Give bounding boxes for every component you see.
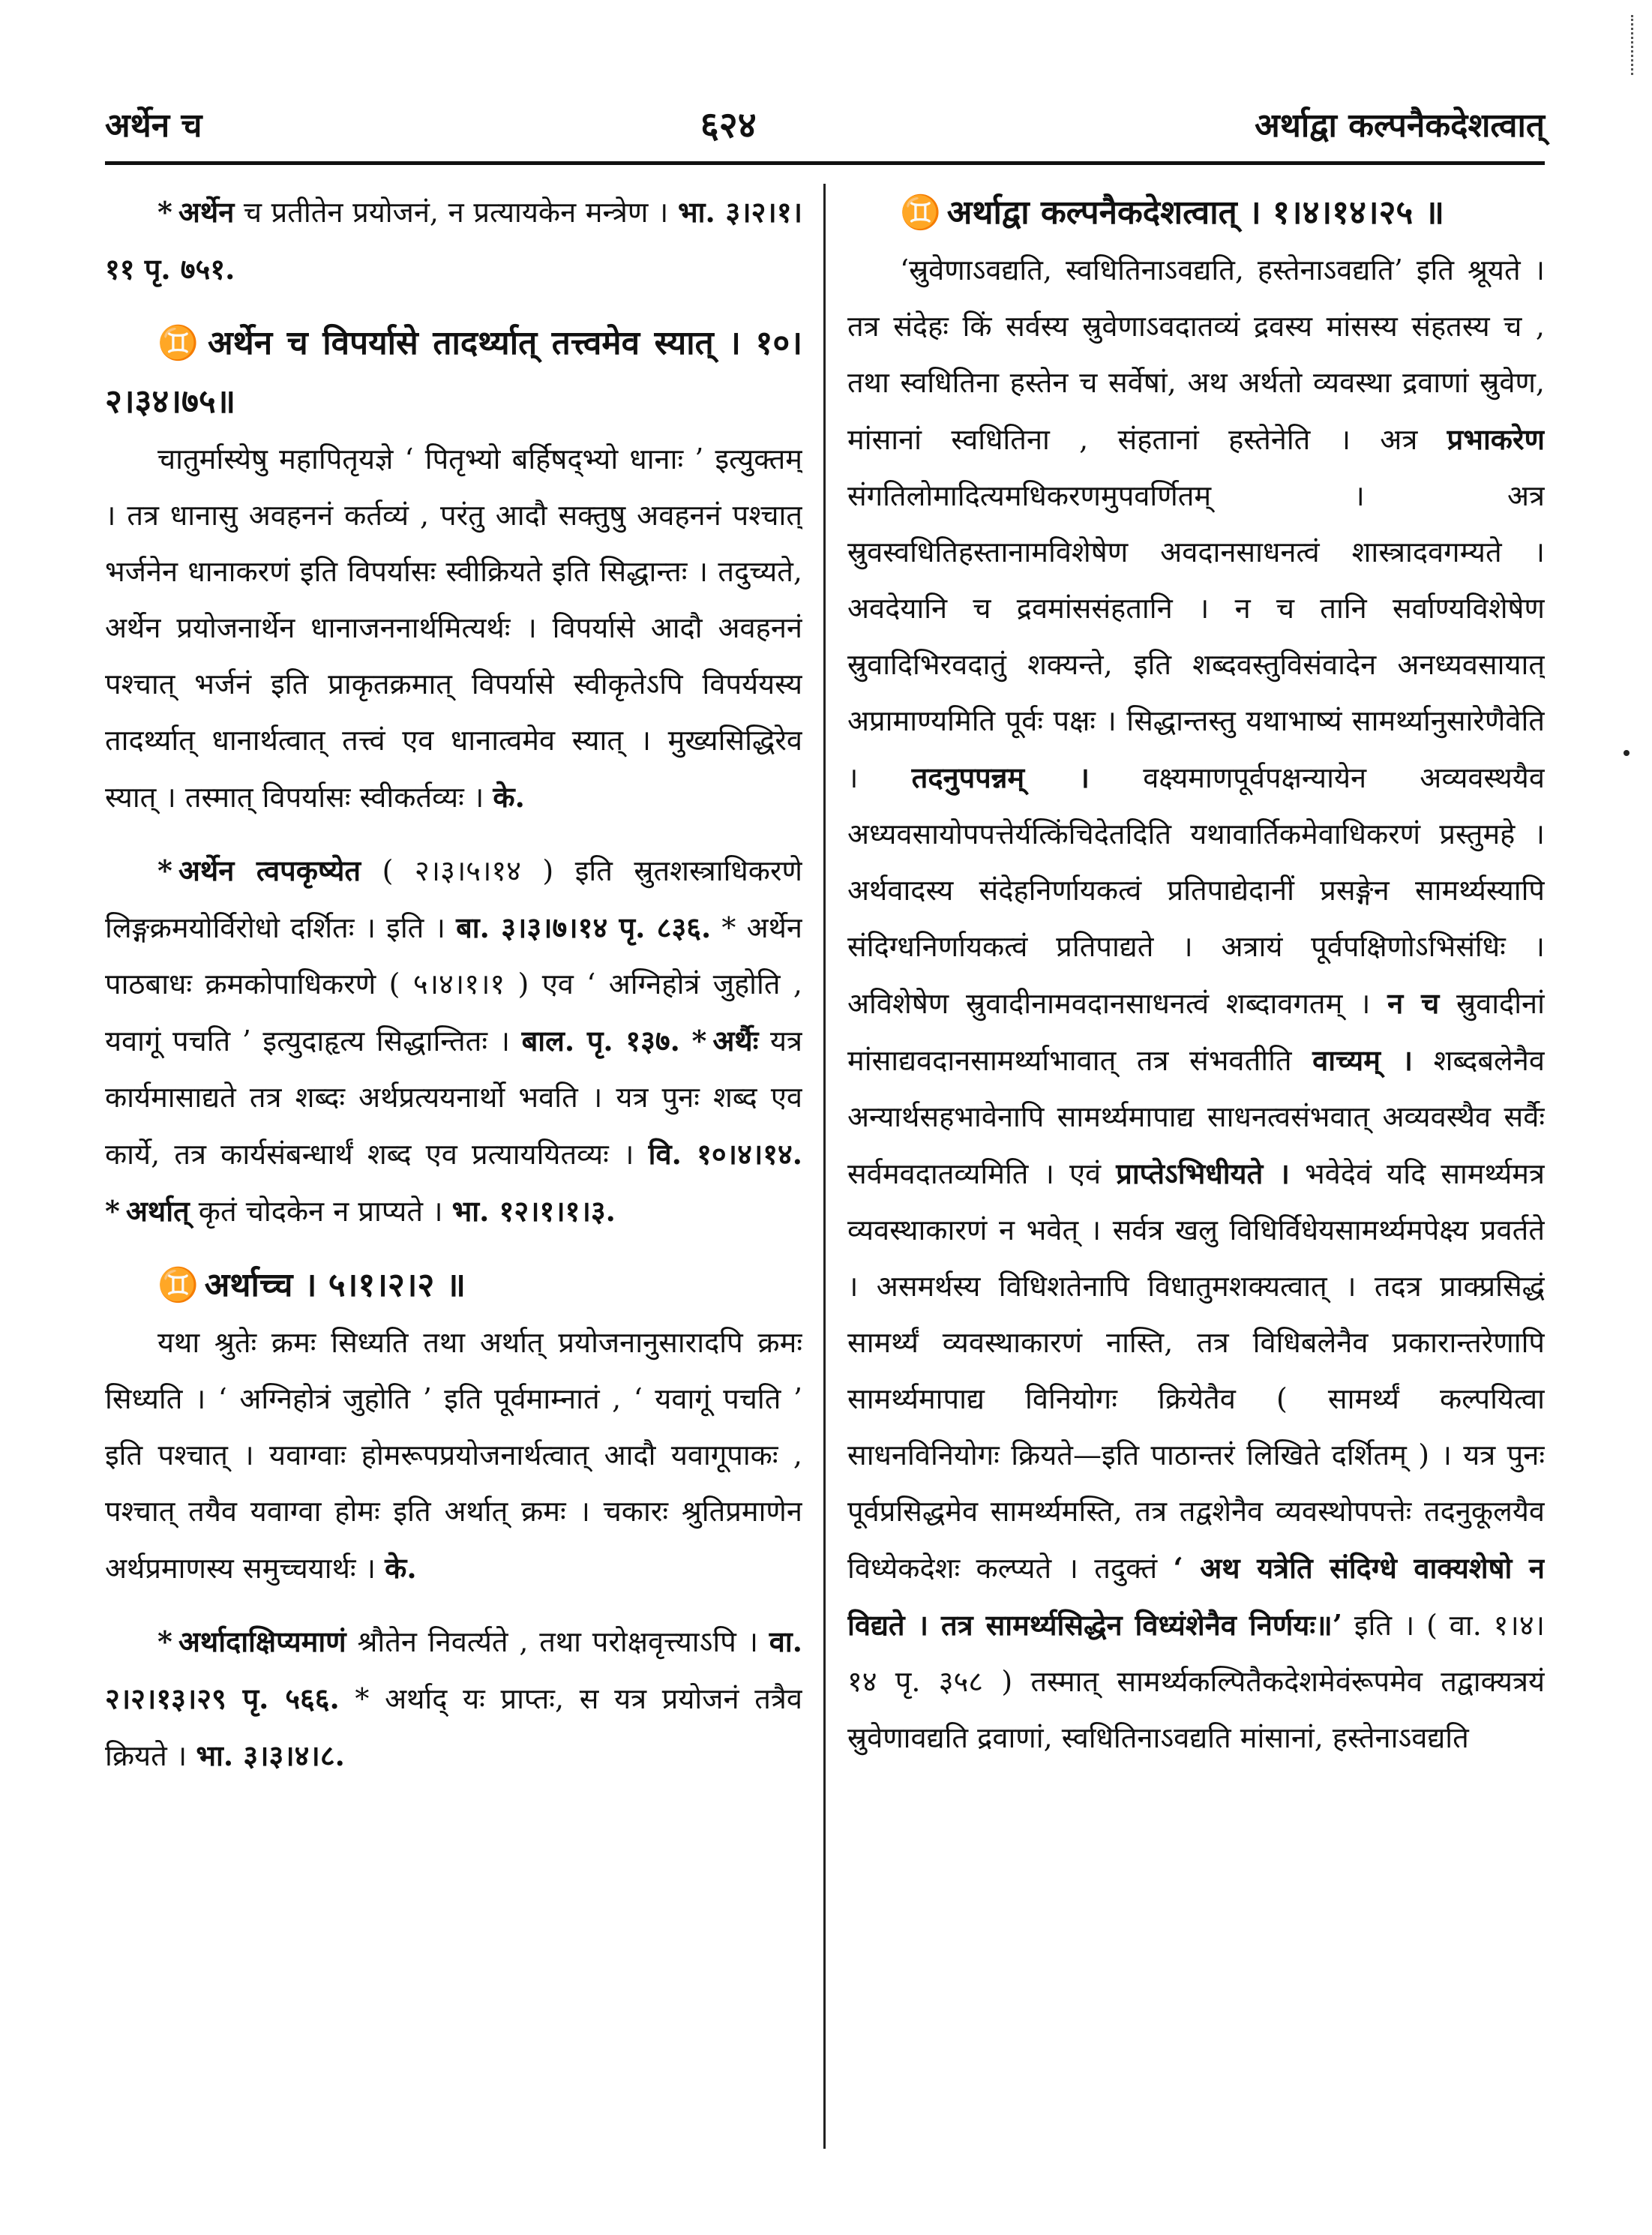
entry-headword: अर्थादाक्षिप्यमाणं <box>178 1624 346 1658</box>
entry-headword: अर्थात् <box>125 1194 190 1228</box>
entry-headword: अर्थैः <box>712 1024 759 1058</box>
header-rule <box>105 161 1545 165</box>
commentary-paragraph: यथा श्रुतेः क्रमः सिध्यति तथा अर्थात् प्रयोजनानुसारादपि क्रमः सिध्यति । ‘ अग्निहोत्रं जुहोति ’ इति पूर्वमाम्नातं , ‘ यवागूं पचति ’ इति पश्चात् । यवाग्वाः होमरूपप्रयोजनार्थत्वात् आदौ यवागूपाकः , पश्चात् तयैव यवाग्वा होमः इति अर्थात् क्रमः । चकारः श्रुतिप्रमाणेन अर्थप्रमाणस्य समुच्चयार्थः । <box>105 1326 802 1585</box>
bold-term: वाच्यम् । <box>1312 1043 1414 1077</box>
sutra-text: अर्थाद्वा कल्पनैकदेशत्वात् । १।४।१४।२५ ॥ <box>946 194 1444 232</box>
bold-term: तदनुपपन्नम् । <box>911 760 1090 794</box>
commentary-paragraph: इति । ( वा. १।४।१४ पृ. ३५८ ) तस्मात् सामर्थ्यकल्पितैकदेशमेवंरूपमेव तद्वाक्यत्रयं स्रुवेणावद्यति द्रवाणां, स्वधितिनाऽवद्यति मांसानां, हस्तेनाऽवद्यति <box>847 1609 1545 1754</box>
entry-text: यत्र कार्यमासाद्यते तत्र शब्दः अर्थप्रत्ययनार्थो भवति । यत्र पुनः शब्द एव कार्ये, तत्र कार्यसंबन्धार्थं शब्द एव प्रत्याययितव्यः । <box>105 1024 802 1171</box>
entry-artheno-ca-pratitena <box>105 184 802 298</box>
bold-term: प्रभाकरेण <box>1447 422 1545 456</box>
entry-text: * अर्थेन पाठबाधः क्रमकोपाधिकरणे ( ५।४।१।१ ) एव ‘ अग्निहोत्रं जुहोति , यवागूं पचति ’ इत्युदाहृत्य सिद्धान्तितः । <box>105 911 802 1058</box>
scan-edge-marks <box>1631 15 1641 75</box>
entry-sutra-arthacca <box>105 1256 802 1597</box>
column-divider <box>823 184 826 2149</box>
bold-quotation: ‘ अथ यत्रेति संदिग्धे वाक्यशेषो न विद्यते । तत्र सामर्थ्यसिद्धेन विध्यंशेनैव निर्णयः॥’ <box>847 1551 1545 1642</box>
running-header <box>105 90 1545 158</box>
entry-reference: वा. २।२।१३।२९ पृ. ५६६. <box>105 1624 802 1715</box>
bold-term: न च <box>1387 986 1440 1020</box>
commentary-paragraph: स्रुवादीनां मांसाद्यवदानसामर्थ्याभावात् तत्र संभवतीति <box>847 987 1545 1077</box>
entry-reference: वि. १०।४।१४. <box>648 1137 802 1171</box>
entry-reference: भा. १२।१।१।३. <box>451 1194 616 1228</box>
asterisk-icon: * <box>105 1194 120 1228</box>
entry-text: कृतं चोदकेन न प्राप्यते । <box>198 1195 443 1228</box>
header-right-catchword: अर्थाद्वा कल्पनैकदेशत्वात् <box>1255 106 1545 145</box>
commentary-paragraph: ‘स्रुवेणाऽवद्यति, स्वधितिनाऽवद्यति, हस्तेनाऽवद्यति’ इति श्रूयते । तत्र संदेहः किं सर्वस्य स्रुवेणाऽवदातव्यं द्रवस्य मांसस्य संहतस्य च , तथा स्वधितिना हस्तेन च सर्वेषां, अथ अर्थतो व्यवस्था द्रवाणां स्रुवेण, मांसानां स्वधितिना , संहतानां हस्तेनेति । अत्र <box>847 254 1545 456</box>
entry-text: च प्रतीतेन प्रयोजनं, न प्रत्यायकेन मन्त्रेण । <box>243 196 669 229</box>
entry-reference: बाल. पृ. १३७. <box>521 1024 680 1058</box>
asterisk-icon: * <box>157 195 172 229</box>
entry-reference: के. <box>385 1551 417 1585</box>
entry-reference: बा. ३।३।७।१४ पृ. ८३६. <box>456 910 712 944</box>
commentary-paragraph: शब्दबलेनैव अन्यार्थसहभावेनापि सामर्थ्यमापाद्य साधनत्वसंभवात् अव्यवस्थैव सर्वैः सर्वमवदातव्यमिति । एवं <box>847 1044 1545 1190</box>
commentary-paragraph: संगतिलोमादित्यमधिकरणमुपवर्णितम् । अत्र स्रुवस्वधितिहस्तानामविशेषेण अवदानसाधनत्वं शास्त्रादवगम्यते । अवदेयानि च द्रवमांससंहतानि । न च तानि सर्वाण्यविशेषेण स्रुवादिभिरवदातुं शक्यन्ते, इति शब्दवस्तुविसंवादेन अनध्यवसायात् अप्रामाण्यमिति पूर्वः पक्षः । सिद्धान्तस्तु यथाभाष्यं सामर्थ्यानुसारेणैवेति । <box>847 479 1545 794</box>
header-left-catchword: अर्थेन च <box>105 106 202 145</box>
commentary-paragraph: भवेदेवं यदि सामर्थ्यमत्र व्यवस्थाकारणं न भवेत् । सर्वत्र खलु विधिर्विधेयसामर्थ्यमपेक्ष्य प्रवर्तते । असमर्थस्य विधिशतेनापि विधातुमशक्यत्वात् । तदत्र प्राक्प्रसिद्धं सामर्थ्यं व्यवस्थाकारणं नास्ति, तत्र विधिबलेनैव प्रकारान्तरेणापि सामर्थ्यमापाद्य विनियोगः क्रियेतैव ( सामर्थ्यं कल्पयित्वा साधनविनियोगः क्रियते—इति पाठान्तरं लिखिते दर्शितम् ) । यत्र पुनः पूर्वप्रसिद्धमेव सामर्थ्यमस्ति, तत्र तद्वशेनैव व्यवस्थोपपत्तेः तदनुकूलयैव विध्येकदेशः कल्प्यते । तदुक्तं <box>847 1157 1545 1585</box>
entry-arthena-tvapakrsyeta <box>105 842 802 1240</box>
entry-arthadaksipyamanam <box>105 1613 802 1784</box>
scan-speck <box>1624 750 1630 756</box>
entry-sutra-arthadva-kalpanaikadesatvat <box>847 184 1545 1766</box>
entry-headword: अर्थेन त्वपकृष्येत <box>178 854 361 887</box>
commentary-paragraph: चातुर्मास्येषु महापितृयज्ञे ‘ पितृभ्यो बर्हिषद्भ्यो धानाः ’ इत्युक्तम् । तत्र धानासु अवहननं कर्तव्यं , परंतु आदौ सक्तुषु अवहननं पश्चात् भर्जनेन धानाकरणं इति विपर्यासः स्वीक्रियते इति सिद्धान्तः । तदुच्यते, अर्थेन प्रयोजनार्थेन धानाजननार्थमित्यर्थः । विपर्यासे आदौ अवहननं पश्चात् भर्जनं इति प्राकृतक्रमात् विपर्यासे स्वीकृतेऽपि विपर्ययस्य तादर्थ्यात् धानार्थत्वात् तत्त्वं एव धानात्वमेव स्यात् । मुख्यसिद्धिरेव स्यात् । तस्मात् विपर्यासः स्वीकर्तव्यः । <box>105 442 802 814</box>
asterisk-icon: * <box>157 854 172 887</box>
left-column <box>105 184 802 2171</box>
entry-reference: के. <box>493 780 525 814</box>
sutra-symbol-icon: ♊ <box>157 1266 199 1304</box>
entry-text: श्रौतेन निवर्त्यते , तथा परोक्षवृत्त्याऽपि । <box>357 1625 758 1658</box>
entry-reference: भा. ३।३।४।८. <box>196 1738 345 1772</box>
entry-text: * अर्थाद् यः प्राप्तः, स यत्र प्रयोजनं तत्रैव क्रियते । <box>105 1682 802 1772</box>
asterisk-icon: * <box>691 1024 707 1058</box>
page-number: ६२४ <box>700 104 757 146</box>
sutra-symbol-icon: ♊ <box>900 194 941 232</box>
asterisk-icon: * <box>157 1624 172 1658</box>
entry-text: ( २।३।५।१४ ) इति स्रुतशस्त्राधिकरणे लिङ्गक्रमयोर्विरोधो दर्शितः । इति । <box>105 854 802 944</box>
entry-reference: भा. ३।२।१।११ पृ. ७५१. <box>105 195 802 286</box>
bold-term: प्राप्तेऽभिधीयते । <box>1116 1156 1290 1190</box>
sutra-text: अर्थेन च विपर्यासे तादर्थ्यात् तत्त्वमेव स्यात् । १०।२।३४।७५॥ <box>105 324 802 421</box>
sutra-text: अर्थाच्च । ५।१।२।२ ॥ <box>204 1266 466 1304</box>
commentary-paragraph: वक्ष्यमाणपूर्वपक्षन्यायेन अव्यवस्थयैव अध्यवसायोपपत्तेर्यत्किंचिदेतदिति यथावार्तिकमेवाधिकरणं प्रस्तुमहे । अर्थवादस्य संदेहनिर्णायकत्वं प्रतिपाद्येदानीं प्रसङ्गेन सामर्थ्यस्यापि संदिग्धनिर्णायकत्वं प्रतिपाद्यते । अत्रायं पूर्वपक्षिणोऽभिसंधिः । अविशेषेण स्रुवादीनामवदानसाधनत्वं शब्दावगतम् । <box>847 761 1545 1020</box>
entry-headword: अर्थेन <box>178 195 235 229</box>
sutra-symbol-icon: ♊ <box>157 324 202 362</box>
entry-sutra-arthena-viparyase <box>105 314 802 826</box>
right-column <box>847 184 1545 2171</box>
